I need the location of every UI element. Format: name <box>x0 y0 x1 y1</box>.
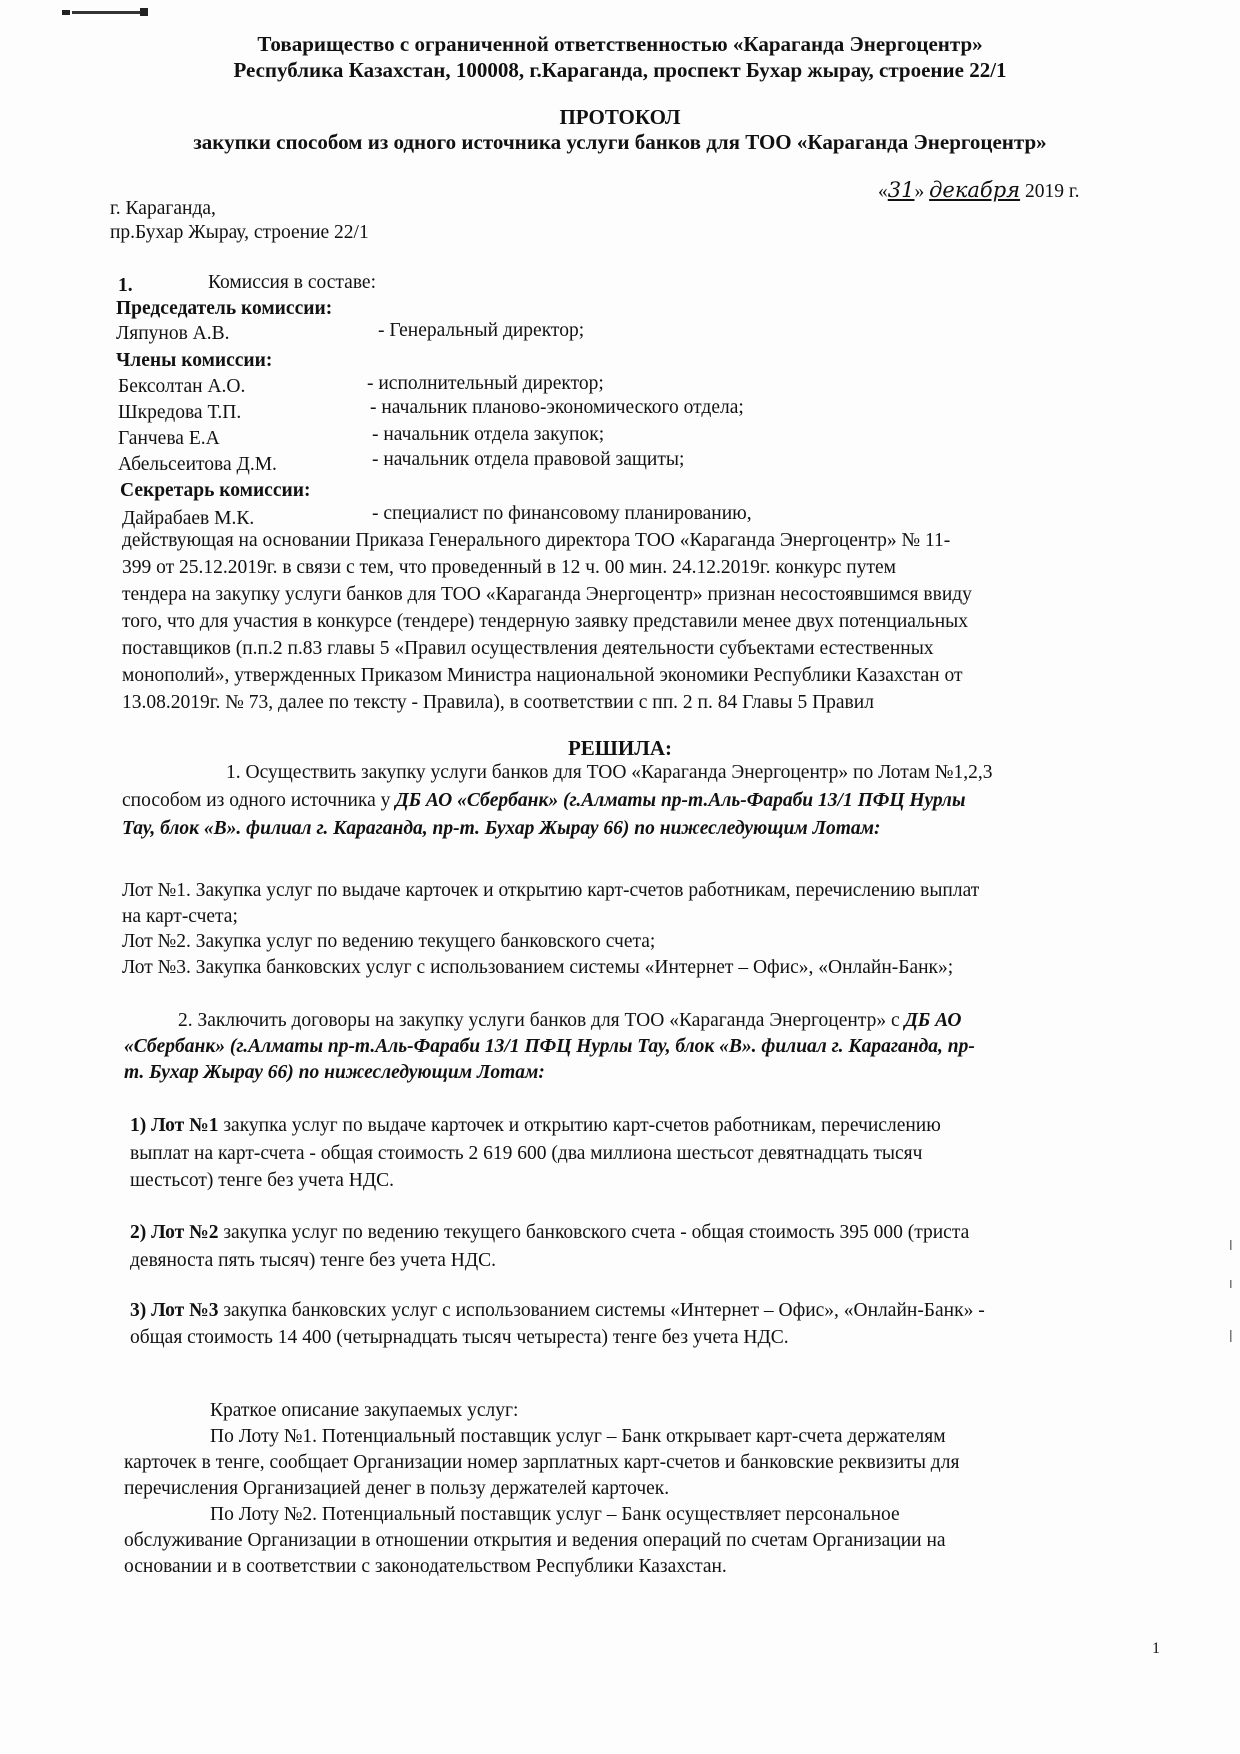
date-year: 2019 г. <box>1024 181 1080 202</box>
decision-item-1-plain: способом из одного источника у <box>122 790 396 811</box>
member-name: Абельсеитова Д.М. <box>118 454 277 475</box>
lot-list-item: Лот №3. Закупка банковских услуг с использованием системы «Интернет – Офис», «Онлайн-Банк»; <box>122 957 954 978</box>
contract-text: закупка банковских услуг с использованием системы «Интернет – Офис», «Онлайн-Банк» - <box>218 1300 985 1321</box>
member-role: - начальник планово-экономического отдела; <box>370 397 744 418</box>
date-day-handwritten: 31 <box>887 178 915 202</box>
lot-list-item: на карт-счета; <box>122 906 238 927</box>
description-heading: Краткое описание закупаемых услуг: <box>210 1400 519 1421</box>
decision-item-2-line: т. Бухар Жырау 66) по нижеследующим Лотам: <box>124 1062 545 1083</box>
basis-line: 13.08.2019г. № 73, далее по тексту - Правила), в соответствии с пп. 2 п. 84 Главы 5 Правил <box>122 692 874 713</box>
decision-item-2-line: «Сбербанк» (г.Алматы пр-т.Аль-Фараби 13/1 ПФЦ Нурлы Тау, блок «В». филиал г. Караганда, пр- <box>124 1036 975 1057</box>
secretary-name: Дайрабаев М.К. <box>122 508 255 529</box>
document-subtitle: закупки способом из одного источника услуги банков для ТОО «Караганда Энергоцентр» <box>193 130 1047 154</box>
contract-number: 2) <box>130 1222 152 1243</box>
contract-number: 3) <box>130 1300 152 1321</box>
bank-name-bold: ДБ АО <box>904 1010 962 1031</box>
description-lot-2-line: обслуживание Организации в отношении открытия и ведения операций по счетам Организации на <box>124 1530 946 1551</box>
member-role: - начальник отдела закупок; <box>372 424 605 445</box>
member-role: - начальник отдела правовой защиты; <box>372 449 685 470</box>
date-open-quote: « <box>878 181 888 202</box>
contract-number: 1) <box>130 1115 152 1136</box>
member-role: - исполнительный директор; <box>367 373 604 394</box>
place-city: г. Караганда, <box>110 198 216 219</box>
contract-text: закупка услуг по ведению текущего банковского счета - общая стоимость 395 000 (триста <box>218 1222 970 1243</box>
commission-intro: Комиссия в составе: <box>208 272 376 293</box>
members-heading: Члены комиссии: <box>116 350 273 371</box>
page-number: 1 <box>1152 1640 1160 1657</box>
contract-lot-2 <box>130 1222 969 1244</box>
decision-item-1-line: Тау, блок «В». филиал г. Караганда, пр-т. Бухар Жырау 66) по нижеследующим Лотам: <box>122 818 881 839</box>
decision-item-2-plain: 2. Заключить договоры на закупку услуги банков для ТОО «Караганда Энергоцентр» с <box>178 1010 905 1031</box>
chair-heading: Председатель комиссии: <box>116 298 333 319</box>
lot-list-item: Лот №2. Закупка услуг по ведению текущего банковского счета; <box>122 931 656 952</box>
basis-line: действующая на основании Приказа Генерального директора ТОО «Караганда Энергоцентр» № 11- <box>122 530 951 551</box>
secretary-role: - специалист по финансовому планированию, <box>372 503 752 524</box>
contract-text: закупка услуг по выдаче карточек и открытию карт-счетов работникам, перечислению <box>218 1115 941 1136</box>
contract-lot-1-line: выплат на карт-счета - общая стоимость 2 619 600 (два миллиона шестьсот девятнадцать тысяч <box>130 1143 923 1164</box>
contract-lot-label: Лот №1 <box>151 1115 219 1136</box>
org-name-line: Товарищество с ограниченной ответственностью «Караганда Энергоцентр» <box>257 32 983 56</box>
basis-line: того, что для участия в конкурсе (тендере) тендерную заявку представили менее двух потенциальных <box>122 611 969 632</box>
chair-role: - Генеральный директор; <box>378 320 585 341</box>
contract-lot-label: Лот №3 <box>151 1300 219 1321</box>
member-name: Бексолтан А.О. <box>118 376 246 397</box>
scan-edge-marks <box>1228 1240 1234 1360</box>
secretary-heading: Секретарь комиссии: <box>120 480 311 501</box>
basis-line: тендера на закупку услуги банков для ТОО «Караганда Энергоцентр» признан несостоявшимся ввиду <box>122 584 972 605</box>
basis-line: поставщиков (п.п.2 п.83 главы 5 «Правил осуществления деятельности субъектами естественных <box>122 638 934 659</box>
contract-lot-2-line: девяноста пять тысяч) тенге без учета НДС. <box>130 1250 497 1271</box>
basis-line: монополий», утвержденных Приказом Министра национальной экономики Республики Казахстан от <box>122 665 963 686</box>
org-address-line: Республика Казахстан, 100008, г.Караганда, проспект Бухар жырау, строение 22/1 <box>233 58 1007 82</box>
basis-line: 399 от 25.12.2019г. в связи с тем, что проведенный в 12 ч. 00 мин. 24.12.2019г. конкурс путем <box>122 557 897 578</box>
lot-list-item: Лот №1. Закупка услуг по выдаче карточек и открытию карт-счетов работникам, перечислению выплат <box>122 880 980 901</box>
date-close-quote: » <box>914 181 925 202</box>
contract-lot-3 <box>130 1300 985 1322</box>
member-name: Ганчева Е.А <box>118 428 220 449</box>
description-lot-2-line: По Лоту №2. Потенциальный поставщик услуг – Банк осуществляет персональное <box>210 1504 900 1525</box>
date-month-handwritten: декабря <box>929 178 1021 202</box>
section-number: 1. <box>118 275 133 296</box>
chair-name: Ляпунов А.В. <box>116 323 230 344</box>
contract-lot-1 <box>130 1115 941 1137</box>
description-lot-1-line: перечисления Организацией денег в пользу держателей карточек. <box>124 1478 670 1499</box>
decision-item-2-line <box>178 1010 961 1032</box>
description-lot-2-line: основании и в соответствии с законодательством Республики Казахстан. <box>124 1556 727 1577</box>
bank-name-bold: ДБ АО «Сбербанк» (г.Алматы пр-т.Аль-Фараби 13/1 ПФЦ Нурлы <box>395 790 966 811</box>
place-street: пр.Бухар Жырау, строение 22/1 <box>110 222 369 243</box>
description-lot-1-line: По Лоту №1. Потенциальный поставщик услуг – Банк открывает карт-счета держателям <box>210 1426 946 1447</box>
contract-lot-label: Лот №2 <box>151 1222 219 1243</box>
decision-heading: РЕШИЛА: <box>567 736 673 760</box>
scan-artifact-mark <box>62 8 148 16</box>
decision-item-1-line <box>122 790 965 812</box>
decision-item-1-line: 1. Осуществить закупку услуги банков для ТОО «Караганда Энергоцентр» по Лотам №1,2,3 <box>226 762 993 783</box>
document-title: ПРОТОКОЛ <box>559 105 681 129</box>
contract-lot-3-line: общая стоимость 14 400 (четырнадцать тысяч четыреста) тенге без учета НДС. <box>130 1327 789 1348</box>
member-name: Шкредова Т.П. <box>118 402 242 423</box>
description-lot-1-line: карточек в тенге, сообщает Организации номер зарплатных карт-счетов и банковские реквизиты для <box>124 1452 960 1473</box>
protocol-date <box>878 178 1080 203</box>
contract-lot-1-line: шестьсот) тенге без учета НДС. <box>130 1170 395 1191</box>
